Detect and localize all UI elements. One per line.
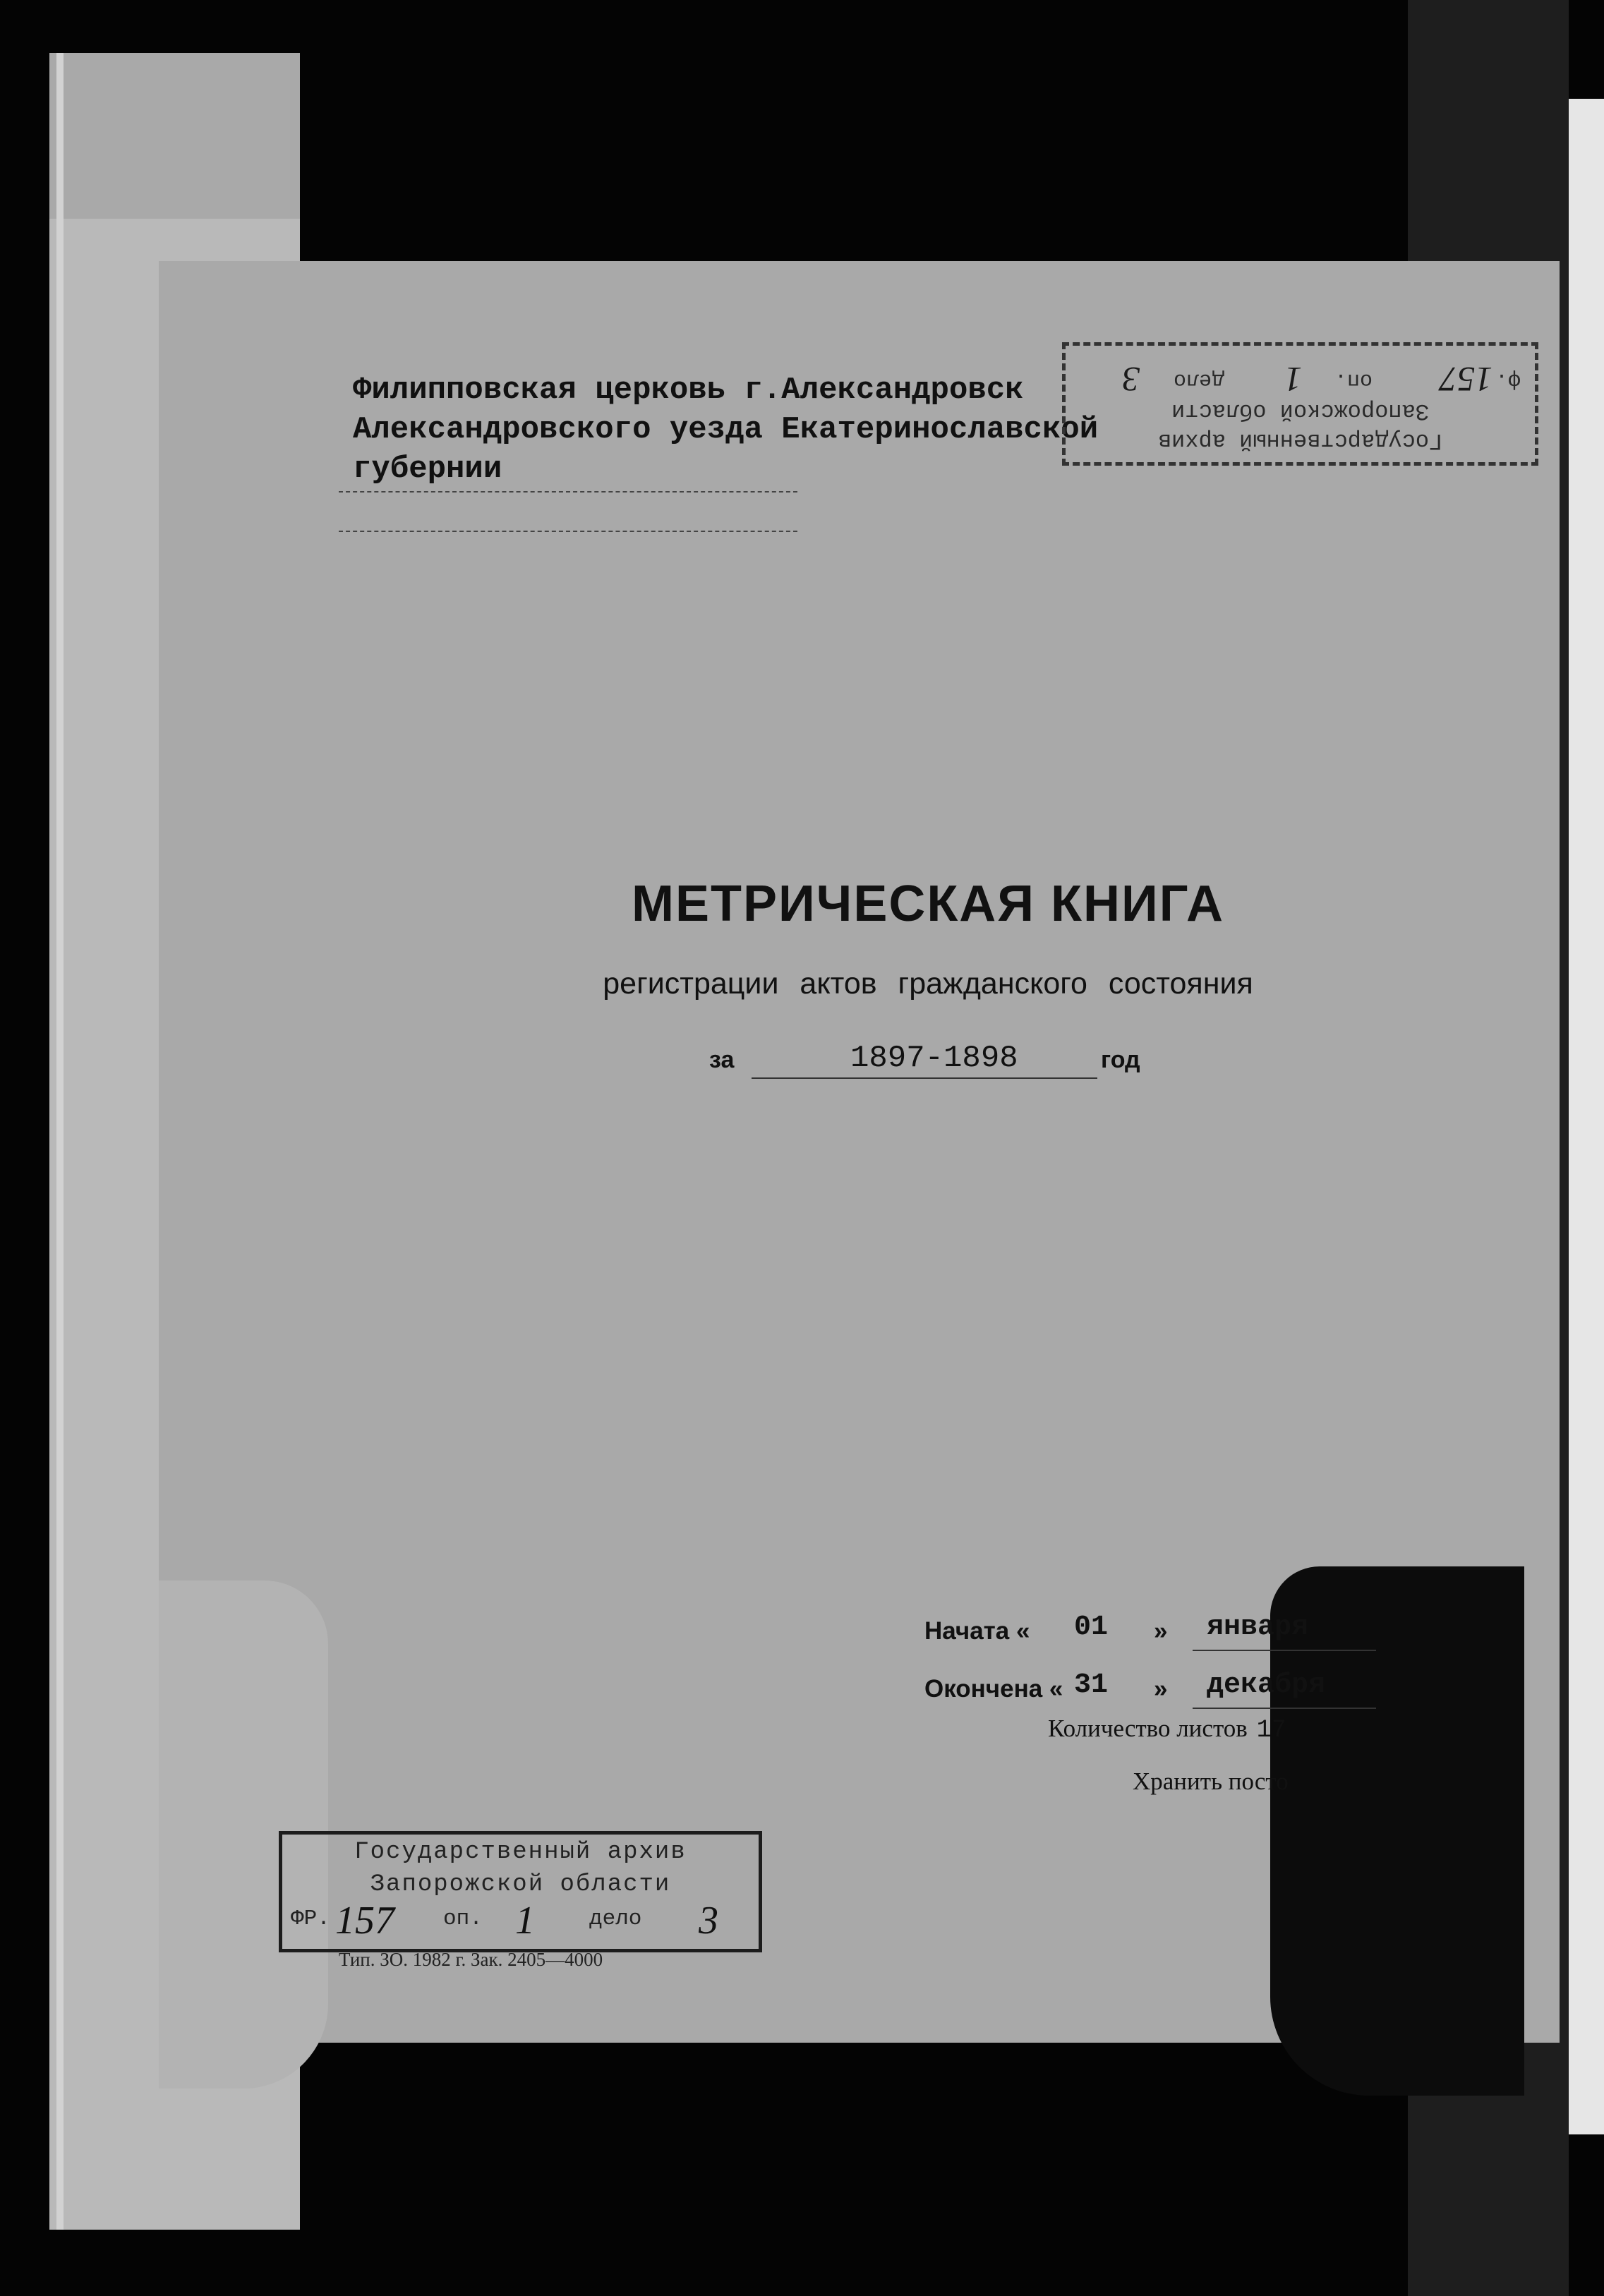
dates-block (924, 1609, 1418, 1785)
binding-top-fold (49, 53, 300, 219)
sheet-count (1048, 1715, 1286, 1744)
book-subtitle: регистрации актов гражданского состояния (603, 967, 1253, 1001)
started-month-line (1193, 1650, 1376, 1651)
year-underline (752, 1077, 1097, 1079)
year-value: 1897-1898 (850, 1041, 1018, 1076)
parish-underline-1 (339, 491, 797, 493)
sheet-count-value: 17 (1256, 1716, 1286, 1744)
inverted-stamp-opis-label: оп. (1334, 368, 1373, 392)
inverted-stamp-line-1: Государственный архив (1157, 428, 1443, 454)
inverted-stamp-opis-value: 1 (1284, 360, 1302, 399)
year-field (709, 1041, 1203, 1083)
archive-stamp-fond-label: ФР. (291, 1907, 330, 1931)
right-page-edge (1569, 99, 1604, 2134)
inverted-stamp-fond-value: 157 (1440, 360, 1493, 399)
printer-imprint: Тип. ЗО. 1982 г. Зак. 2405—4000 (339, 1949, 603, 1970)
archive-stamp-opis-value: 1 (515, 1899, 535, 1942)
archive-stamp-delo-value: 3 (699, 1899, 718, 1942)
started-label: Начата « (924, 1617, 1030, 1645)
archive-stamp-line-1: Государственный архив (354, 1839, 687, 1866)
inverted-stamp-line-2: Запорожской области (1171, 398, 1429, 424)
archive-stamp-line-2: Запорожской области (370, 1871, 671, 1898)
archive-stamp-fond-value: 157 (335, 1899, 394, 1942)
binding-edge (56, 53, 64, 2230)
inverted-stamp-fond-label: ф. (1495, 368, 1521, 392)
year-suffix: год (1101, 1046, 1140, 1073)
archive-stamp-delo-label: дело (589, 1907, 642, 1931)
ended-quote-close: » (1154, 1675, 1168, 1703)
book-title: МЕТРИЧЕСКАЯ КНИГА (631, 876, 1225, 932)
started-month: января (1207, 1612, 1309, 1643)
archive-stamp-inverted (1062, 342, 1538, 466)
inverted-stamp-delo-value: 3 (1122, 360, 1140, 399)
year-prefix: за (709, 1046, 735, 1073)
inverted-stamp-delo-label: дело (1173, 368, 1224, 392)
ended-day: 31 (1074, 1669, 1109, 1701)
sheet-count-label: Количество листов (1048, 1715, 1248, 1742)
parish-line-2: Александровского уезда Екатеринославской (353, 412, 1099, 447)
parish-line-1: Филипповская церковь г.Александровск (353, 373, 1024, 408)
parish-line-3: губернии (353, 452, 502, 487)
archive-stamp-opis-label: оп. (443, 1907, 483, 1931)
parish-heading (353, 370, 1099, 489)
ended-month-line (1193, 1708, 1376, 1709)
ended-month: декабря (1207, 1669, 1326, 1701)
started-quote-close: » (1154, 1617, 1168, 1645)
started-day: 01 (1074, 1612, 1109, 1643)
parish-underline-2 (339, 531, 797, 532)
archive-stamp (279, 1831, 762, 1952)
ended-label: Окончена « (924, 1675, 1063, 1703)
storage-term: Хранить посто (1133, 1768, 1289, 1795)
